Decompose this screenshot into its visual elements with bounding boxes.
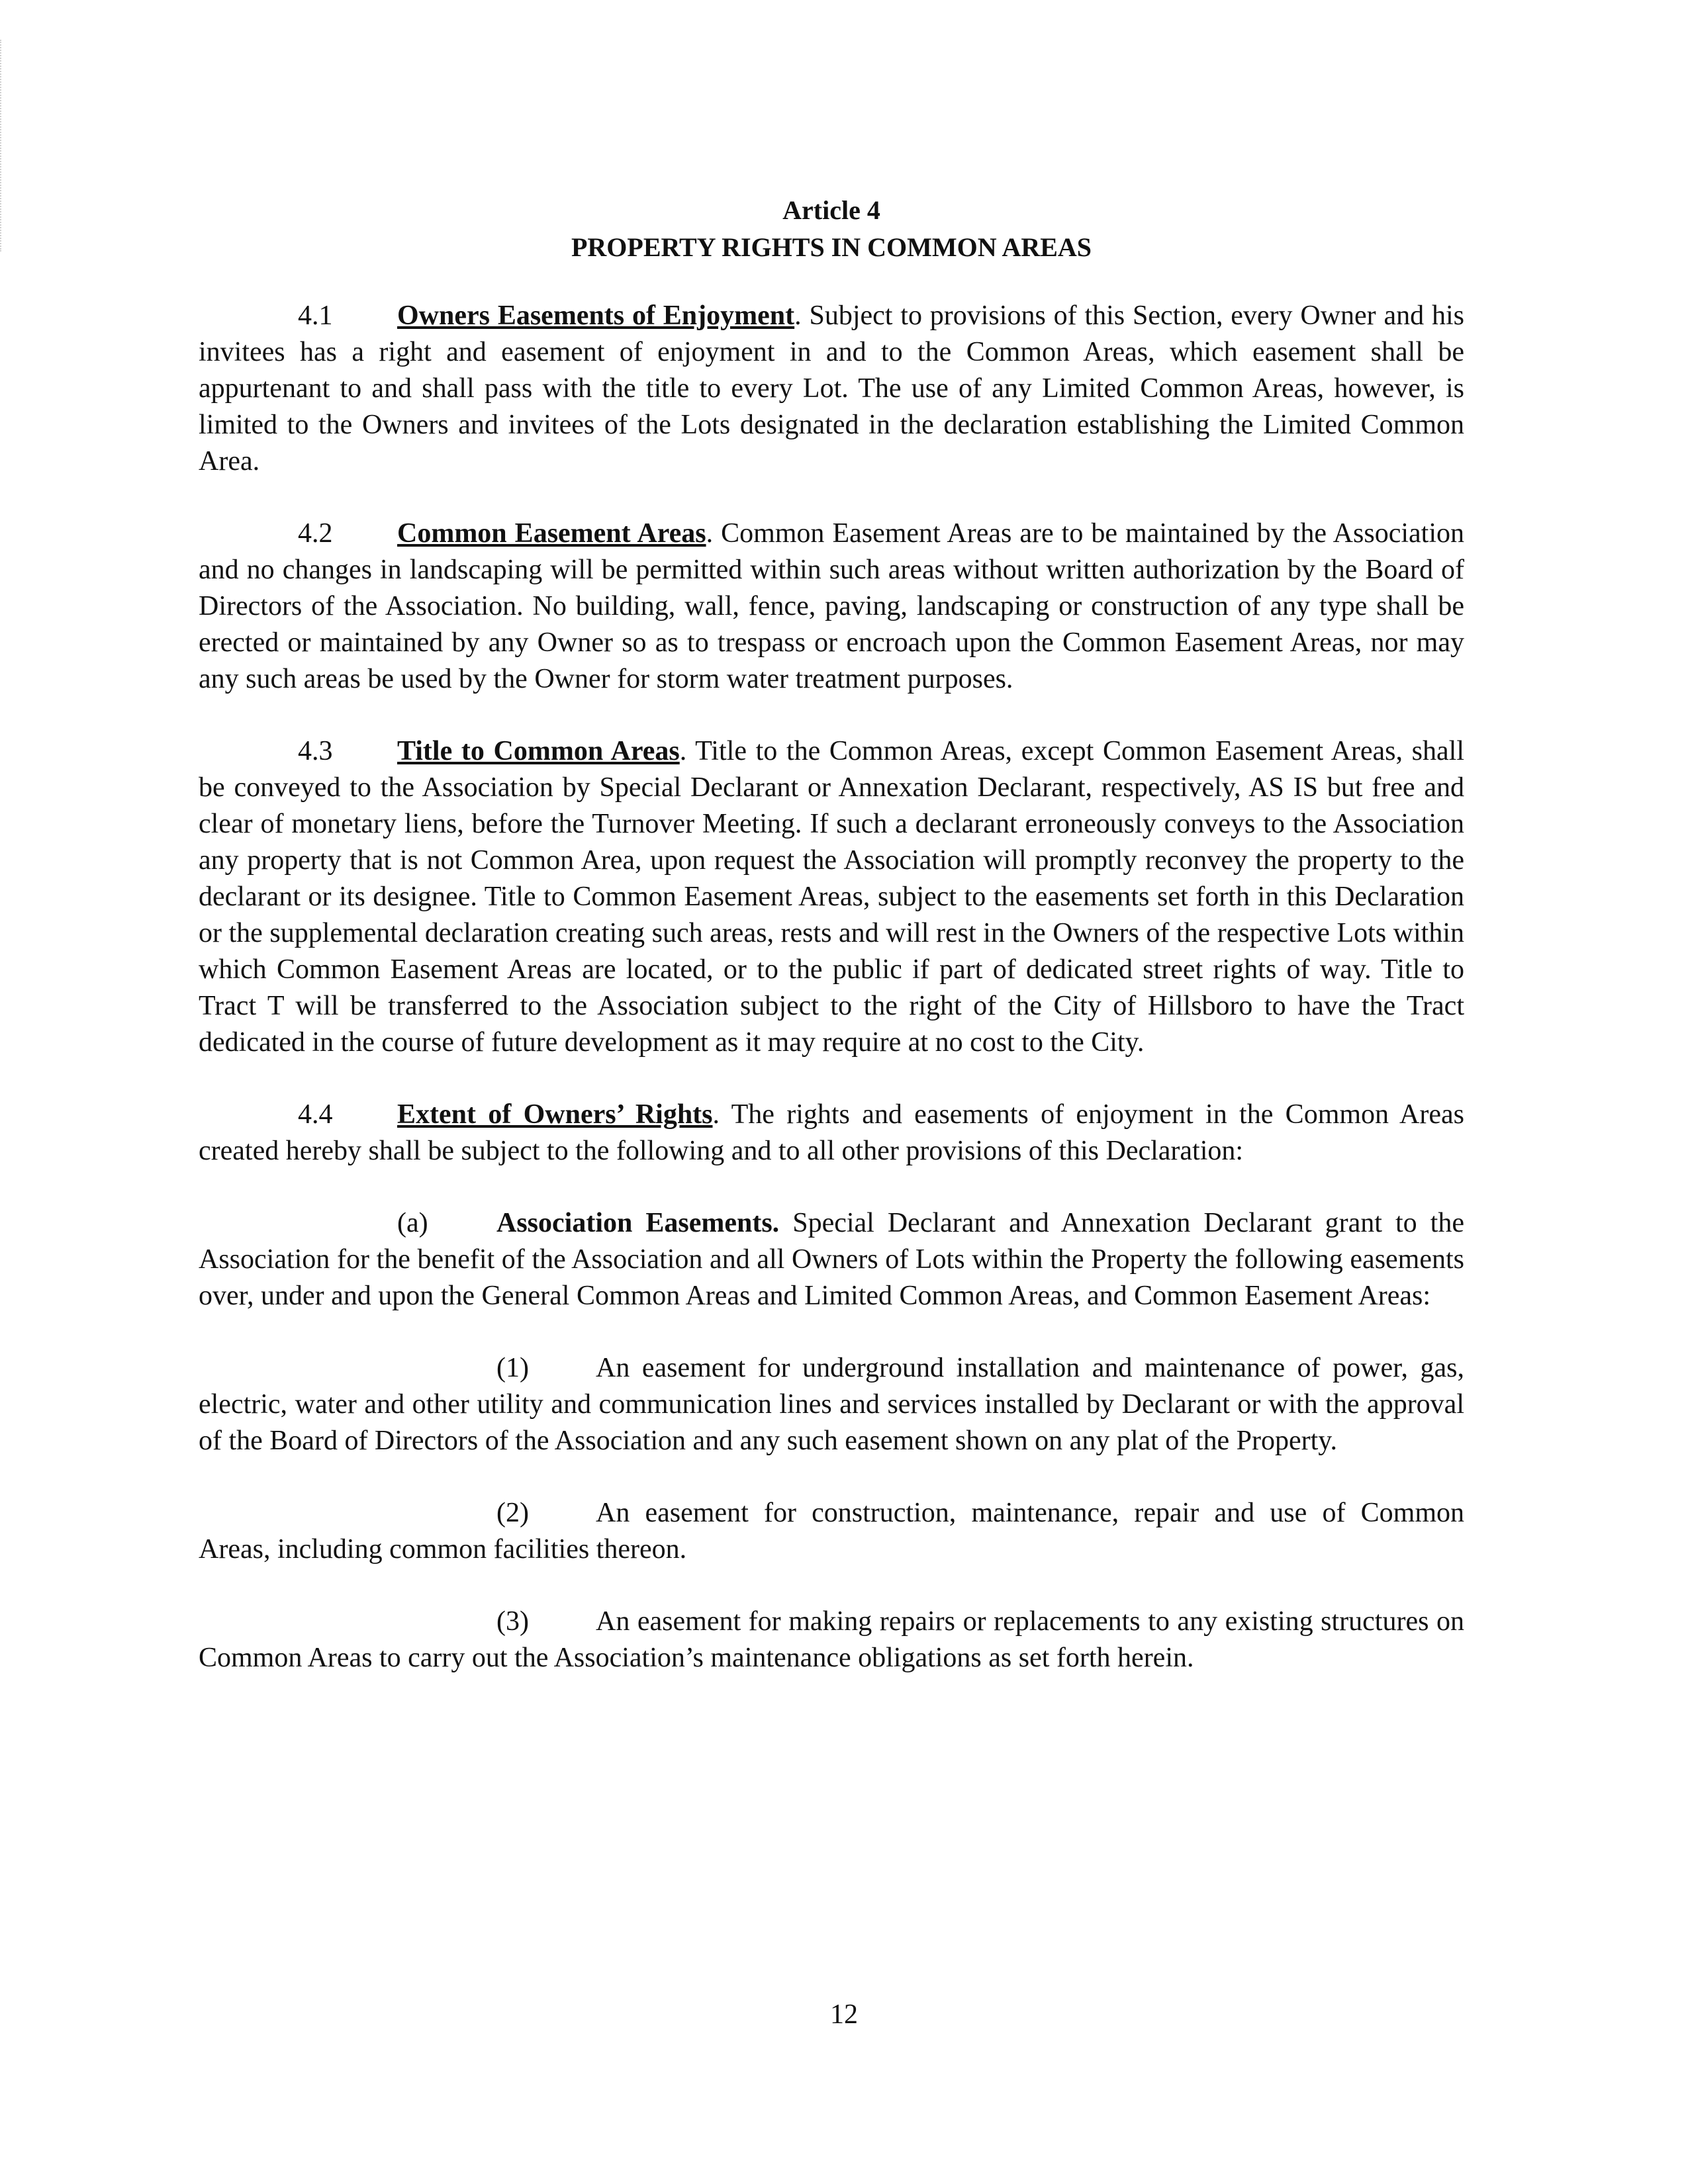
section-title: Common Easement Areas	[397, 518, 706, 549]
section-number: 4.1	[298, 300, 333, 331]
item-1	[199, 1350, 1464, 1459]
item-label: (1)	[496, 1353, 529, 1383]
item-body: An easement for making repairs or replacements to any existing structures on Common Areas to carry out the Association’s maintenance obligations as set forth herein.	[199, 1606, 1464, 1673]
item-2	[199, 1495, 1464, 1568]
section-title: Owners Easements of Enjoyment	[397, 300, 795, 331]
section-body: . Common Easement Areas are to be maintained by the Association and no changes in landscaping will be permitted within such areas without written authorization by the Board of Directors of the Association. No building, wall, fence, paving, landscaping or construction of any type shall be erected or maintained by any Owner so as to trespass or encroach upon the Common Easement Areas, nor may any such areas be used by the Owner for storm water treatment purposes.	[199, 518, 1464, 694]
section-4-1	[199, 298, 1464, 480]
subsection-label: (a)	[397, 1208, 428, 1238]
section-4-3	[199, 733, 1464, 1061]
subsection-title: Association Easements.	[496, 1208, 780, 1238]
article-heading	[199, 192, 1464, 266]
section-number: 4.2	[298, 518, 333, 549]
item-label: (3)	[496, 1606, 529, 1637]
subsection-body: Special Declarant and Annexation Declarant grant to the Association for the benefit of the Association and all Owners of Lots within the Property the following easements over, under and upon the General Common Areas and Limited Common Areas, and Common Easement Areas:	[199, 1208, 1464, 1311]
scan-margin-marks	[0, 40, 11, 251]
item-body: An easement for construction, maintenance, repair and use of Common Areas, including common facilities thereon.	[199, 1498, 1464, 1565]
section-body: . Title to the Common Areas, except Common Easement Areas, shall be conveyed to the Association by Special Declarant or Annexation Declarant, respectively, AS IS but free and clear of monetary liens, before the Turnover Meeting. If such a declarant erroneously conveys to the Association any property that is not Common Area, upon request the Association will promptly reconvey the property to the declarant or its designee. Title to Common Easement Areas, subject to the easements set forth in this Declaration or the supplemental declaration creating such areas, rests and will rest in the Owners of the respective Lots within which Common Easement Areas are located, or to the public if part of dedicated street rights of way. Title to Tract T will be transferred to the Association subject to the right of the City of Hillsboro to have the Tract dedicated in the course of future development as it may require at no cost to the City.	[199, 736, 1464, 1058]
section-body: . The rights and easements of enjoyment in the Common Areas created hereby shall be subject to the following and to all other provisions of this Declaration:	[199, 1099, 1464, 1166]
article-title: PROPERTY RIGHTS IN COMMON AREAS	[571, 232, 1092, 262]
section-title: Title to Common Areas	[397, 736, 680, 766]
article-number: Article 4	[782, 195, 880, 225]
section-body: . Subject to provisions of this Section, every Owner and his invitees has a right and easement of enjoyment in and to the Common Areas, which easement shall be appurtenant to and shall pass with the title to every Lot. The use of any Limited Common Areas, however, is limited to the Owners and invitees of the Lots designated in the declaration establishing the Limited Common Area.	[199, 300, 1464, 477]
section-4-4	[199, 1097, 1464, 1169]
item-label: (2)	[496, 1498, 529, 1528]
item-body: An easement for underground installation and maintenance of power, gas, electric, water and other utility and communication lines and services installed by Declarant or with the approval of the Board of Directors of the Association and any such easement shown on any plat of the Property.	[199, 1353, 1464, 1456]
document-page	[199, 192, 1464, 1712]
page-number: 12	[830, 1999, 858, 2030]
section-number: 4.3	[298, 736, 333, 766]
subsection-a	[199, 1205, 1464, 1314]
section-number: 4.4	[298, 1099, 333, 1130]
item-3	[199, 1604, 1464, 1676]
section-4-2	[199, 516, 1464, 698]
section-title: Extent of Owners’ Rights	[397, 1099, 713, 1130]
